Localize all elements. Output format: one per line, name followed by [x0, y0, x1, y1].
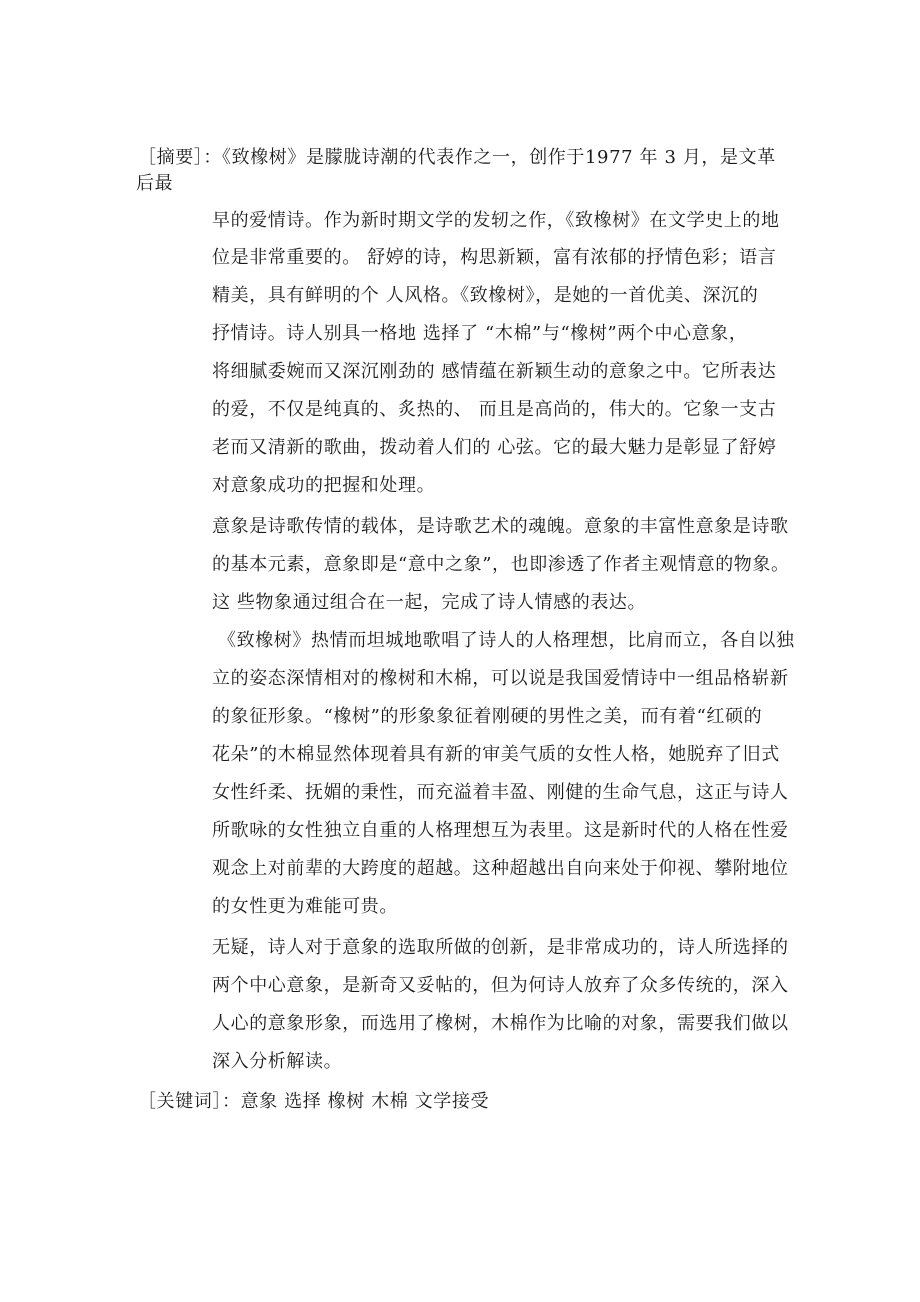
keywords-list: 意象 选择 橡树 木棉 文学接受	[240, 1091, 490, 1112]
paragraph-line: 人心的意象形象，而选用了橡树，木棉作为比喻的对象，需要我们做以	[212, 1013, 789, 1034]
abstract-line: 位是非常重要的。 舒婷的诗，构思新颖，富有浓郁的抒情色彩；语言	[212, 247, 777, 268]
abstract-line: 老而又清新的歌曲，拨动着人们的 心弦。它的最大魅力是彰显了舒婷	[212, 437, 777, 458]
abstract-label: ［摘要］：	[138, 147, 222, 168]
paragraph-line: 的基本元素，意象即是“意中之象”，也即渗透了作者主观情意的物象。	[212, 554, 790, 575]
abstract-line: 《致橡树》是朦胧诗潮的代表作之一，创作于1977 年 3 月，是文革	[222, 147, 776, 168]
paragraph-line: 两个中心意象，是新奇又妥帖的，但为何诗人放弃了众多传统的，深入	[212, 975, 789, 996]
paragraph-line: 深入分析解读。	[212, 1051, 343, 1072]
abstract-line: 将细腻委婉而又深沉刚劲的 感情蕴在新颖生动的意象之中。它所表达	[212, 361, 777, 382]
abstract-line: 抒情诗。诗人别具一格地 选择了 “木棉”与“橡树”两个中心意象，	[212, 323, 748, 344]
paragraph-line: 所歌咏的女性独立自重的人格理想互为表里。这是新时代的人格在性爱	[212, 820, 789, 841]
abstract-line: 后最	[136, 173, 174, 194]
paragraph-line: 的女性更为难能可贵。	[212, 896, 398, 917]
abstract-line: 精美，具有鲜明的个 人风格。《致橡树》，是她的一首优美、深沉的	[212, 285, 759, 306]
paragraph-line: 观念上对前辈的大跨度的超越。这种超越出自向来处于仰视、攀附地位	[212, 858, 789, 879]
paragraph-line: 意象是诗歌传情的载体，是诗歌艺术的魂魄。意象的丰富性意象是诗歌	[212, 516, 789, 537]
paragraph-line: 这 些物象通过组合在一起，完成了诗人情感的表达。	[212, 592, 647, 613]
abstract-line: 对意象成功的把握和处理。	[212, 475, 436, 496]
paragraph-line: 立的姿态深情相对的橡树和木棉，可以说是我国爱情诗中一组品格崭新	[212, 668, 789, 689]
paragraph-line: 的象征形象。“橡树”的形象象征着刚硬的男性之美，而有着“红硕的	[212, 706, 763, 727]
paragraph-line: 女性纤柔、抚媚的秉性，而充溢着丰盈、刚健的生命气息，这正与诗人	[212, 782, 789, 803]
keywords-label: ［关键词］：	[138, 1091, 241, 1112]
paragraph-line: 《致橡树》热情而坦城地歌唱了诗人的人格理想，比肩而立，各自以独	[218, 630, 795, 651]
keywords-line	[138, 1090, 489, 1114]
abstract-line: 早的爱情诗。作为新时期文学的发轫之作，《致橡树》在文学史上的地	[212, 210, 780, 231]
abstract-first-line	[138, 146, 776, 170]
paragraph-line: 无疑，诗人对于意象的选取所做的创新，是非常成功的，诗人所选择的	[212, 937, 789, 958]
paragraph-line: 花朵”的木棉显然体现着具有新的审美气质的女性人格，她脱弃了旧式	[212, 744, 780, 765]
abstract-line: 的爱，不仅是纯真的、炙热的、 而且是高尚的，伟大的。它象一支古	[212, 399, 777, 420]
